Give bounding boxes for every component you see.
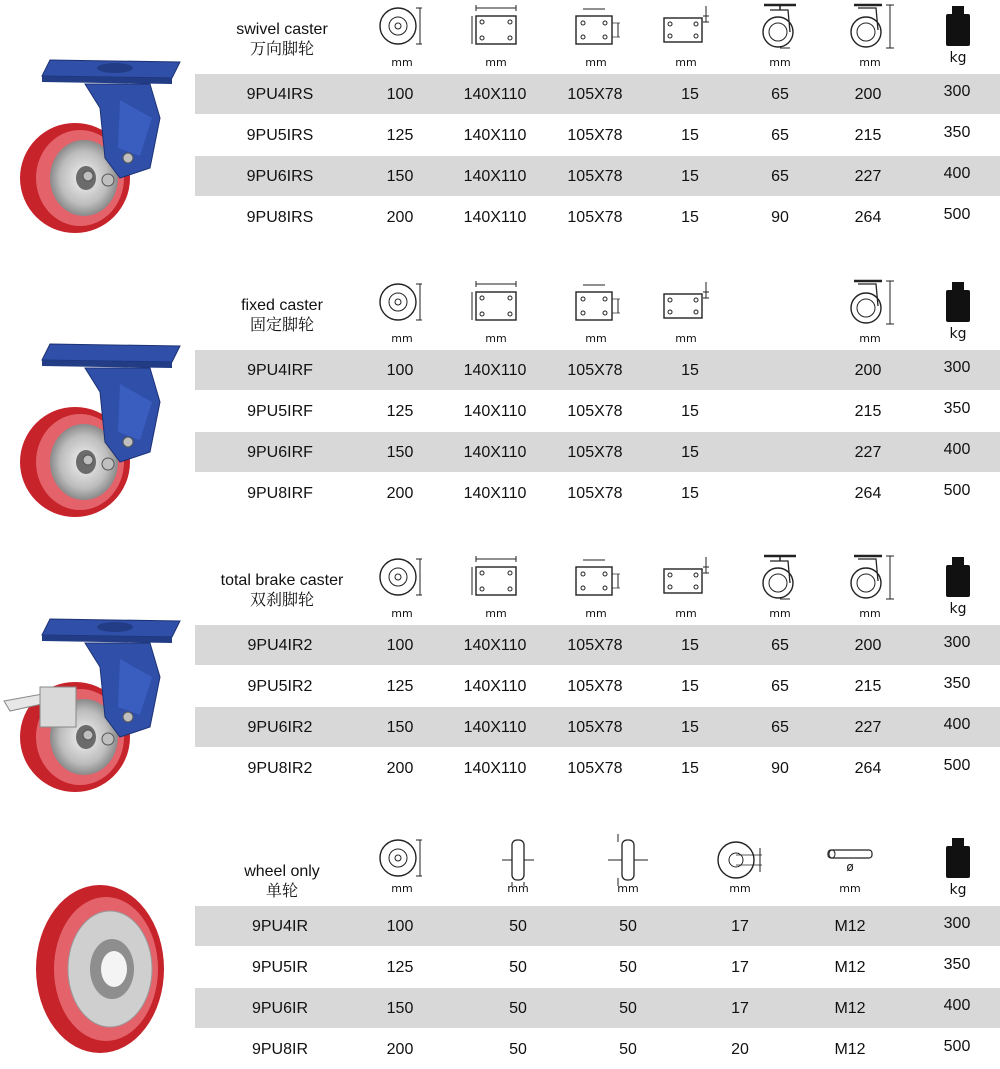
product-photo [0,874,200,1069]
section-title-en: wheel only [244,863,320,880]
spec-value: 200 [854,362,882,379]
spec-value: 17 [731,959,749,976]
spec-value: 400 [943,997,971,1014]
unit-kg: kg [949,50,967,66]
spec-value: 140X110 [463,362,527,379]
wheel-diameter-icon [372,834,432,886]
spec-value: 400 [943,716,971,733]
model-code: 9PU5IR2 [247,678,313,695]
table-row [195,666,1000,706]
eccentricity-icon [750,2,810,54]
section-title [202,296,362,336]
overall-height-icon [840,553,900,605]
spec-value: 264 [854,485,882,502]
unit-mm: mm [391,56,413,69]
bolt-hole-diameter-icon [656,553,716,605]
spec-value: 105X78 [567,760,623,777]
spec-value: 65 [771,719,789,736]
unit-mm: mm [769,56,791,69]
unit-mm: mm [485,332,507,345]
spec-value: 140X110 [463,209,527,226]
load-weight-icon [928,834,988,886]
section-title-en: fixed caster [241,297,323,314]
top-plate-size-icon [466,553,526,605]
spec-value: 215 [854,127,882,144]
spec-value: 50 [509,1000,527,1017]
spec-value: 65 [771,637,789,654]
model-code: 9PU6IR2 [247,719,313,736]
spec-value: 125 [386,678,414,695]
spec-value: 105X78 [567,209,623,226]
spec-value: 50 [619,959,637,976]
spec-value: 300 [943,83,971,100]
unit-mm: mm [585,332,607,345]
spec-value: 140X110 [463,168,527,185]
unit-mm: mm [485,607,507,620]
spec-value: 105X78 [567,362,623,379]
model-code: 9PU6IRS [246,168,314,185]
spec-value: 65 [771,86,789,103]
table-row [195,473,1000,513]
spec-value: 200 [386,209,414,226]
spec-value: 215 [854,403,882,420]
spec-value: 125 [386,127,414,144]
spec-value: 90 [771,209,789,226]
spec-value: 300 [943,634,971,651]
spec-value: 200 [854,637,882,654]
unit-mm: mm [391,607,413,620]
spec-value: 500 [943,206,971,223]
table-row [195,947,1000,987]
spec-section-3 [0,551,1000,821]
bolt-hole-diameter-icon [656,278,716,330]
top-plate-size-icon [466,278,526,330]
spec-value: 105X78 [567,168,623,185]
spec-value: 150 [386,168,414,185]
unit-mm: mm [675,607,697,620]
product-photo [0,607,200,802]
spec-value: 15 [681,719,699,736]
table-row [195,197,1000,237]
load-weight-icon [928,278,988,330]
spec-value: 17 [731,1000,749,1017]
spec-value: 200 [386,485,414,502]
spec-value: 15 [681,127,699,144]
spec-value: 105X78 [567,485,623,502]
spec-value: 105X78 [567,403,623,420]
spec-value: 15 [681,86,699,103]
spec-value: M12 [834,1041,866,1058]
unit-mm: mm [769,607,791,620]
spec-value: 227 [854,444,882,461]
spec-value: M12 [834,918,866,935]
model-code: 9PU8IR [251,1041,309,1058]
model-code: 9PU6IRF [247,444,313,461]
model-code: 9PU6IR [251,1000,309,1017]
spec-value: 140X110 [463,637,527,654]
spec-value: 300 [943,359,971,376]
spec-value: M12 [834,1000,866,1017]
spec-value: 400 [943,441,971,458]
spec-value: 140X110 [463,719,527,736]
spec-value: 65 [771,678,789,695]
section-title-cn: 双刹脚轮 [249,592,314,609]
spec-value: 200 [386,760,414,777]
unit-mm: mm [839,882,861,895]
spec-value: 15 [681,485,699,502]
table-row [195,707,1000,747]
model-code: 9PU8IRF [247,485,313,502]
spec-value: 15 [681,637,699,654]
hub-length-icon [598,834,658,886]
spec-value: 140X110 [463,127,527,144]
spec-value: 15 [681,760,699,777]
overall-height-icon [840,278,900,330]
spec-value: 105X78 [567,127,623,144]
product-photo [0,48,200,243]
wheel-diameter-icon [372,278,432,330]
spec-value: 140X110 [463,403,527,420]
spec-value: 50 [509,918,527,935]
spec-value: 140X110 [463,678,527,695]
spec-value: 100 [386,86,414,103]
spec-value: 15 [681,678,699,695]
model-code: 9PU4IR [251,918,309,935]
spec-value: 65 [771,127,789,144]
spec-value: 150 [386,719,414,736]
spec-section-1 [0,0,1000,270]
spec-value: 140X110 [463,485,527,502]
section-title-cn: 单轮 [265,883,298,900]
spec-value: 105X78 [567,719,623,736]
table-row [195,906,1000,946]
spec-value: 65 [771,168,789,185]
spec-value: 100 [386,362,414,379]
overall-height-icon [840,2,900,54]
spec-value: 100 [386,918,414,935]
spec-value: 105X78 [567,86,623,103]
spec-value: 15 [681,209,699,226]
unit-mm: mm [617,882,639,895]
spec-value: 50 [619,1000,637,1017]
spec-value: 125 [386,959,414,976]
axle-diameter-symbol: ø [846,860,854,874]
section-title-cn: 万向脚轮 [249,41,314,58]
unit-mm: mm [585,607,607,620]
spec-value: 350 [943,124,971,141]
spec-value: 215 [854,678,882,695]
model-code: 9PU5IRS [246,127,314,144]
model-code: 9PU4IR2 [247,637,313,654]
spec-value: 350 [943,675,971,692]
spec-value: 105X78 [567,678,623,695]
spec-value: 50 [509,959,527,976]
unit-mm: mm [391,332,413,345]
spec-value: 105X78 [567,444,623,461]
bolt-hole-spacing-icon [566,2,626,54]
spec-value: 264 [854,209,882,226]
product-photo [0,332,200,527]
spec-value: 15 [681,444,699,461]
spec-value: 105X78 [567,637,623,654]
section-title [202,862,362,902]
spec-value: 264 [854,760,882,777]
unit-kg: kg [949,882,967,898]
load-weight-icon [928,2,988,54]
spec-value: 50 [509,1041,527,1058]
bore-diameter-icon [710,834,770,886]
unit-mm: mm [729,882,751,895]
spec-value: 20 [731,1041,749,1058]
model-code: 9PU4IRF [247,362,313,379]
unit-kg: kg [949,326,967,342]
spec-value: 500 [943,757,971,774]
spec-value: 200 [854,86,882,103]
spec-value: 400 [943,165,971,182]
spec-value: 350 [943,400,971,417]
table-row [195,115,1000,155]
table-row [195,625,1000,665]
spec-value: M12 [834,959,866,976]
spec-value: 50 [619,918,637,935]
spec-value: 500 [943,1038,971,1055]
model-code: 9PU4IRS [246,86,314,103]
unit-mm: mm [507,882,529,895]
table-row [195,748,1000,788]
unit-mm: mm [859,332,881,345]
bolt-hole-spacing-icon [566,553,626,605]
unit-mm: mm [675,56,697,69]
spec-value: 350 [943,956,971,973]
bolt-hole-diameter-icon [656,2,716,54]
model-code: 9PU8IR2 [247,760,313,777]
section-title-en: total brake caster [220,572,344,589]
unit-mm: mm [585,56,607,69]
spec-section-4 [0,832,1000,1058]
top-plate-size-icon [466,2,526,54]
load-weight-icon [928,553,988,605]
table-row [195,432,1000,472]
table-row [195,988,1000,1028]
unit-mm: mm [485,56,507,69]
spec-value: 100 [386,637,414,654]
unit-mm: mm [859,607,881,620]
unit-kg: kg [949,601,967,617]
section-title-en: swivel caster [236,21,328,38]
spec-value: 15 [681,362,699,379]
section-title [202,20,362,60]
spec-value: 50 [619,1041,637,1058]
unit-mm: mm [859,56,881,69]
spec-value: 90 [771,760,789,777]
spec-value: 227 [854,168,882,185]
spec-section-2 [0,276,1000,546]
spec-value: 500 [943,482,971,499]
model-code: 9PU5IR [251,959,309,976]
spec-value: 125 [386,403,414,420]
spec-value: 150 [386,444,414,461]
table-row [195,350,1000,390]
table-row [195,1029,1000,1069]
unit-mm: mm [391,882,413,895]
spec-value: 227 [854,719,882,736]
wheel-diameter-icon [372,2,432,54]
eccentricity-icon [750,553,810,605]
spec-value: 15 [681,403,699,420]
wheel-diameter-icon [372,553,432,605]
spec-value: 140X110 [463,444,527,461]
table-row [195,156,1000,196]
unit-mm: mm [675,332,697,345]
model-code: 9PU5IRF [247,403,313,420]
spec-value: 140X110 [463,760,527,777]
spec-value: 17 [731,918,749,935]
spec-value: 140X110 [463,86,527,103]
spec-value: 300 [943,915,971,932]
section-title [202,571,362,611]
table-row [195,74,1000,114]
bolt-hole-spacing-icon [566,278,626,330]
table-row [195,391,1000,431]
spec-value: 150 [386,1000,414,1017]
model-code: 9PU8IRS [246,209,314,226]
wheel-width-icon [488,834,548,886]
spec-value: 200 [386,1041,414,1058]
section-title-cn: 固定脚轮 [249,317,314,334]
spec-value: 15 [681,168,699,185]
